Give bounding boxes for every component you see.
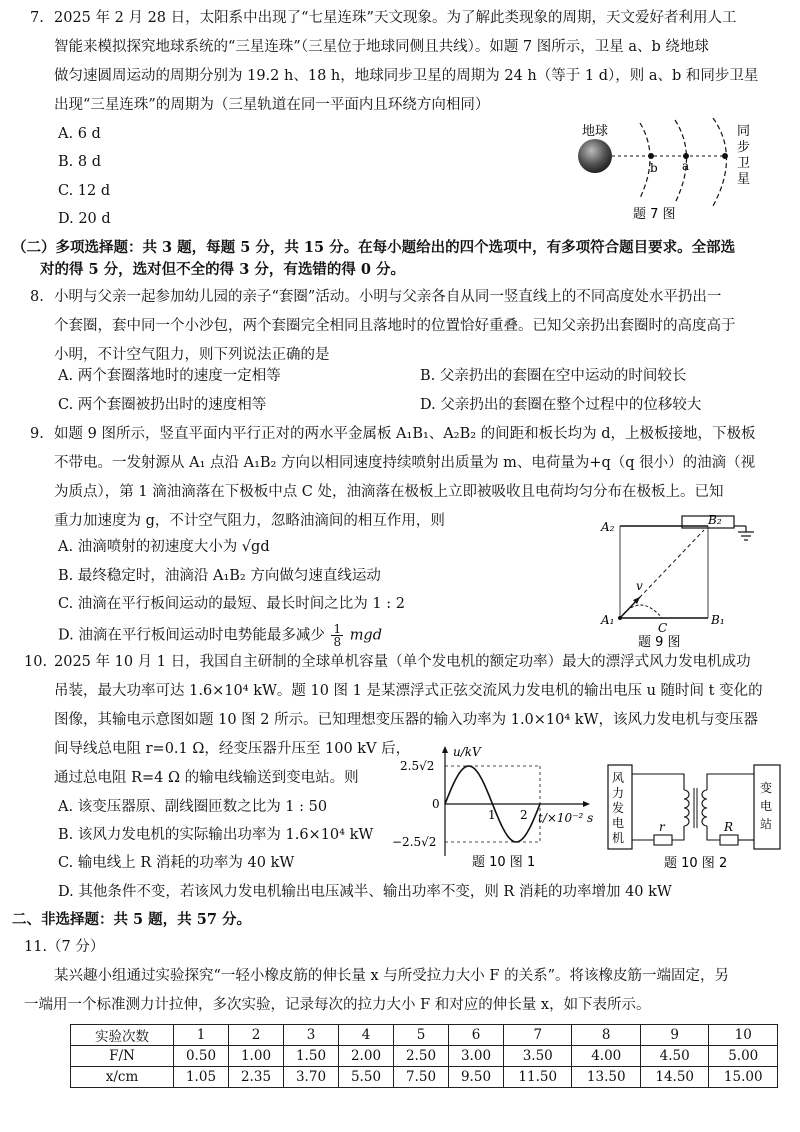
resistor-r bbox=[654, 835, 672, 845]
table-cell: 1 bbox=[174, 1025, 229, 1046]
q9-text-line-3: 为质点），第 1 滴油滴落在下极板中点 C 处，油滴落在极板上立即被吸收且电荷均匀分布在极板上。已知 bbox=[54, 484, 724, 500]
q9-text-line-4: 重力加速度为 g，不计空气阻力，忽略油滴间的相互作用，则 bbox=[54, 513, 445, 529]
q10-option-a: A. 该变压器原、副线圈匝数之比为 1 : 50 bbox=[58, 799, 328, 815]
q8-option-c: C. 两个套圈被扔出时的速度相等 bbox=[58, 397, 267, 413]
primary-wire-top bbox=[632, 774, 684, 790]
q9-option-d-tail: mgd bbox=[349, 627, 383, 644]
q9-text-line-2: 不带电。一发射源从 A₁ 点沿 A₁B₂ 方向以相同速度持续喷射出质量为 m、电荷量为+q（q 很小）的油滴（视 bbox=[54, 455, 756, 471]
satellite-sync-dot bbox=[722, 153, 728, 159]
table-cell: 3.00 bbox=[449, 1046, 504, 1067]
table-cell: 4 bbox=[339, 1025, 394, 1046]
table-cell: 2.00 bbox=[339, 1046, 394, 1067]
q9-option-a: A. 油滴喷射的初速度大小为 √gd bbox=[58, 539, 270, 555]
earth-icon bbox=[578, 139, 612, 173]
q10-text-line-5: 通过总电阻 R=4 Ω 的输电线输送到变电站。则 bbox=[54, 770, 359, 786]
q10-fig2-caption: 题 10 图 2 bbox=[664, 856, 728, 871]
gen-label-1: 风 bbox=[612, 771, 625, 785]
q11-data-table bbox=[70, 1024, 778, 1088]
table-cell: 2.35 bbox=[229, 1067, 284, 1088]
sync-label-2: 步 bbox=[737, 140, 751, 155]
q7-text-line-4: 出现“三星连珠”的周期为（三星轨道在同一平面内且环绕方向相同） bbox=[54, 97, 490, 113]
y-bottom-label: −2.5√2 bbox=[392, 835, 437, 849]
q10-number: 10. bbox=[24, 654, 48, 670]
gen-label-5: 机 bbox=[612, 831, 625, 845]
q8-text-line-3: 小明，不计空气阻力，则下列说法正确的是 bbox=[54, 347, 330, 363]
sync-label-1: 同 bbox=[737, 124, 751, 139]
q7-option-d: D. 20 d bbox=[58, 211, 111, 227]
table-cell: 5.00 bbox=[709, 1046, 778, 1067]
table-cell: 3 bbox=[284, 1025, 339, 1046]
table-header-cell: x/cm bbox=[71, 1067, 174, 1088]
table-cell: 9 bbox=[640, 1025, 708, 1046]
table-cell: 6 bbox=[449, 1025, 504, 1046]
label-A1: A₁ bbox=[601, 613, 615, 627]
resistor-R bbox=[720, 835, 738, 845]
q7-number: 7. bbox=[30, 10, 44, 26]
label-A2: A₂ bbox=[601, 520, 615, 534]
q8-text-line-2: 个套圈，套中同一个小沙包，两个套圈完全相同且落地时的位置恰好重叠。已知父亲扔出套圈时的高度高于 bbox=[54, 318, 736, 334]
table-cell: 4.50 bbox=[640, 1046, 708, 1067]
trial-row bbox=[71, 1025, 778, 1046]
table-cell: 9.50 bbox=[449, 1067, 504, 1088]
label-B1: B₁ bbox=[711, 613, 725, 627]
station-label-1: 变 bbox=[760, 781, 773, 795]
q9-option-d-fraction bbox=[331, 623, 343, 648]
gen-label-4: 电 bbox=[612, 816, 625, 830]
q8-option-b: B. 父亲扔出的套圈在空中运动的时间较长 bbox=[420, 368, 687, 384]
station-label-3: 站 bbox=[760, 817, 773, 831]
table-header-cell: 实验次数 bbox=[71, 1025, 174, 1046]
q9-figure bbox=[596, 508, 776, 650]
table-cell: 14.50 bbox=[640, 1067, 708, 1088]
q9-option-c: C. 油滴在平行板间运动的最短、最长时间之比为 1 : 2 bbox=[58, 596, 405, 612]
q10-text-line-4: 间导线总电阻 r=0.1 Ω，经变压器升压至 100 kV 后， bbox=[54, 741, 411, 757]
x-tick-1: 1 bbox=[488, 808, 496, 822]
q7-text-line-1: 2025 年 2 月 28 日，太阳系中出现了“七星连珠”天文现象。为了解此类现象的周期，天文爱好者利用人工 bbox=[54, 10, 737, 26]
satellite-a-label: a bbox=[682, 159, 690, 173]
primary-coil bbox=[684, 790, 689, 826]
R-label: R bbox=[724, 820, 734, 834]
q10-text-line-3: 图像，其输电示意图如题 10 图 2 所示。已知理想变压器的输入功率为 1.0×10⁴ kW，该风力发电机与变压器 bbox=[54, 712, 758, 728]
table-cell: 8 bbox=[572, 1025, 640, 1046]
gen-label-2: 力 bbox=[612, 786, 625, 800]
table-cell: 7 bbox=[504, 1025, 572, 1046]
orbit-sync bbox=[713, 118, 727, 206]
table-cell: 11.50 bbox=[504, 1067, 572, 1088]
label-v: v bbox=[636, 579, 643, 593]
q10-fig2 bbox=[606, 760, 788, 872]
extension-row bbox=[71, 1067, 778, 1088]
q10-option-c: C. 输电线上 R 消耗的功率为 40 kW bbox=[58, 855, 295, 871]
q8-option-d: D. 父亲扔出的套圈在整个过程中的位移较大 bbox=[420, 397, 702, 413]
label-C: C bbox=[658, 621, 668, 635]
earth-label: 地球 bbox=[582, 124, 609, 139]
q8-option-a: A. 两个套圈落地时的速度一定相等 bbox=[58, 368, 281, 384]
q7-option-c: C. 12 d bbox=[58, 183, 111, 199]
q9-option-d-text: D. 油滴在平行板间运动时电势能最多减少 bbox=[58, 627, 325, 644]
q10-text-line-2: 吊装，最大功率可达 1.6×10⁴ kW。题 10 图 1 是某漂浮式正弦交流风力发电机的输出电压 u 随时间 t 变化的 bbox=[54, 683, 763, 699]
station-label-2: 电 bbox=[760, 799, 773, 813]
q10-fig1-caption: 题 10 图 1 bbox=[472, 855, 536, 870]
u-axis-arrow bbox=[442, 746, 448, 753]
table-cell: 7.50 bbox=[394, 1067, 449, 1088]
table-cell: 1.00 bbox=[229, 1046, 284, 1067]
gen-label-3: 发 bbox=[612, 801, 625, 815]
primary-wire-bottom bbox=[672, 826, 684, 840]
q10-fig1 bbox=[390, 744, 605, 872]
label-B2: B₂ bbox=[708, 513, 722, 527]
t-axis-label: t/×10⁻² s bbox=[538, 811, 594, 825]
table-cell: 3.50 bbox=[504, 1046, 572, 1067]
table-cell: 0.50 bbox=[174, 1046, 229, 1067]
secondary-wire-top bbox=[707, 774, 754, 790]
q7-option-b: B. 8 d bbox=[58, 154, 101, 170]
q11-number: 11.（7 分） bbox=[24, 939, 105, 955]
x-tick-2: 2 bbox=[520, 808, 528, 822]
table-cell: 1.05 bbox=[174, 1067, 229, 1088]
table-header-cell: F/N bbox=[71, 1046, 174, 1067]
y-zero-label: 0 bbox=[432, 797, 440, 811]
sync-label-4: 星 bbox=[737, 172, 751, 187]
q8-text-line-1: 小明与父亲一起参加幼儿园的亲子“套圈”活动。小明与父亲各自从同一竖直线上的不同高度处水平扔出一 bbox=[54, 289, 722, 305]
y-top-label: 2.5√2 bbox=[400, 759, 435, 773]
fraction-denominator: 8 bbox=[333, 635, 342, 649]
satellite-b-dot bbox=[648, 153, 654, 159]
secondary-coil bbox=[702, 790, 707, 826]
q10-text-line-1: 2025 年 10 月 1 日，我国自主研制的全球单机容量（单个发电机的额定功率）最大的漂浮式风力发电机成功 bbox=[54, 654, 751, 670]
q7-text-line-3: 做匀速圆周运动的周期分别为 19.2 h、18 h，地球同步卫星的周期为 24 h（等于 1 d），则 a、b 和同步卫星 bbox=[54, 68, 759, 84]
table-cell: 4.00 bbox=[572, 1046, 640, 1067]
t-axis-arrow bbox=[583, 801, 590, 807]
section-nonchoice: 二、非选择题：共 5 题，共 57 分。 bbox=[12, 911, 251, 928]
table-cell: 15.00 bbox=[709, 1067, 778, 1088]
section-multi-line-1: （二）多项选择题：共 3 题，每题 5 分，共 15 分。在每小题给出的四个选项中，有多项符合题目要求。全部选 bbox=[12, 239, 736, 256]
q9-number: 9. bbox=[30, 426, 44, 442]
table-cell: 3.70 bbox=[284, 1067, 339, 1088]
q9-figure-caption: 题 9 图 bbox=[638, 635, 681, 650]
table-cell: 1.50 bbox=[284, 1046, 339, 1067]
table-cell: 5 bbox=[394, 1025, 449, 1046]
sync-label-3: 卫 bbox=[737, 156, 751, 171]
table-cell: 2.50 bbox=[394, 1046, 449, 1067]
force-row bbox=[71, 1046, 778, 1067]
q7-figure-caption: 题 7 图 bbox=[633, 207, 676, 222]
table-cell: 5.50 bbox=[339, 1067, 394, 1088]
table-cell: 13.50 bbox=[572, 1067, 640, 1088]
q9-option-d bbox=[58, 623, 382, 648]
q9-text-line-1: 如题 9 图所示，竖直平面内平行正对的两水平金属板 A₁B₁、A₂B₂ 的间距和板长均为 d，上极板接地，下极板 bbox=[54, 426, 756, 442]
section-multi-line-2: 对的得 5 分，选对但不全的得 3 分，有选错的得 0 分。 bbox=[40, 261, 406, 278]
satellite-b-label: b bbox=[650, 161, 658, 175]
q10-option-d: D. 其他条件不变，若该风力发电机输出电压减半、输出功率不变，则 R 消耗的功率增加 40 kW bbox=[58, 884, 672, 900]
q9-option-b: B. 最终稳定时，油滴沿 A₁B₂ 方向做匀速直线运动 bbox=[58, 568, 381, 584]
q11-text-line-2: 一端用一个标准测力计拉伸，多次实验，记录每次的拉力大小 F 和对应的伸长量 x，如下表所示。 bbox=[24, 997, 651, 1013]
table-cell: 10 bbox=[709, 1025, 778, 1046]
q7-text-line-2: 智能来模拟探究地球系统的“三星连珠”（三星位于地球同侧且共线）。如题 7 图所示，卫星 a、b 绕地球 bbox=[54, 39, 709, 55]
table-cell: 2 bbox=[229, 1025, 284, 1046]
q10-option-b: B. 该风力发电机的实际输出功率为 1.6×10⁴ kW bbox=[58, 827, 374, 843]
q8-number: 8. bbox=[30, 289, 44, 305]
fraction-numerator: 1 bbox=[333, 622, 342, 636]
q7-option-a: A. 6 d bbox=[58, 126, 101, 142]
q7-figure bbox=[570, 118, 780, 228]
r-label: r bbox=[659, 820, 665, 834]
source-point bbox=[618, 616, 622, 620]
q11-text-line-1: 某兴趣小组通过实验探究“一轻小橡皮筋的伸长量 x 与所受拉力大小 F 的关系”。将该橡皮筋一端固定，另 bbox=[54, 968, 729, 984]
orbit-b bbox=[640, 123, 650, 198]
u-axis-label: u/kV bbox=[453, 745, 481, 759]
